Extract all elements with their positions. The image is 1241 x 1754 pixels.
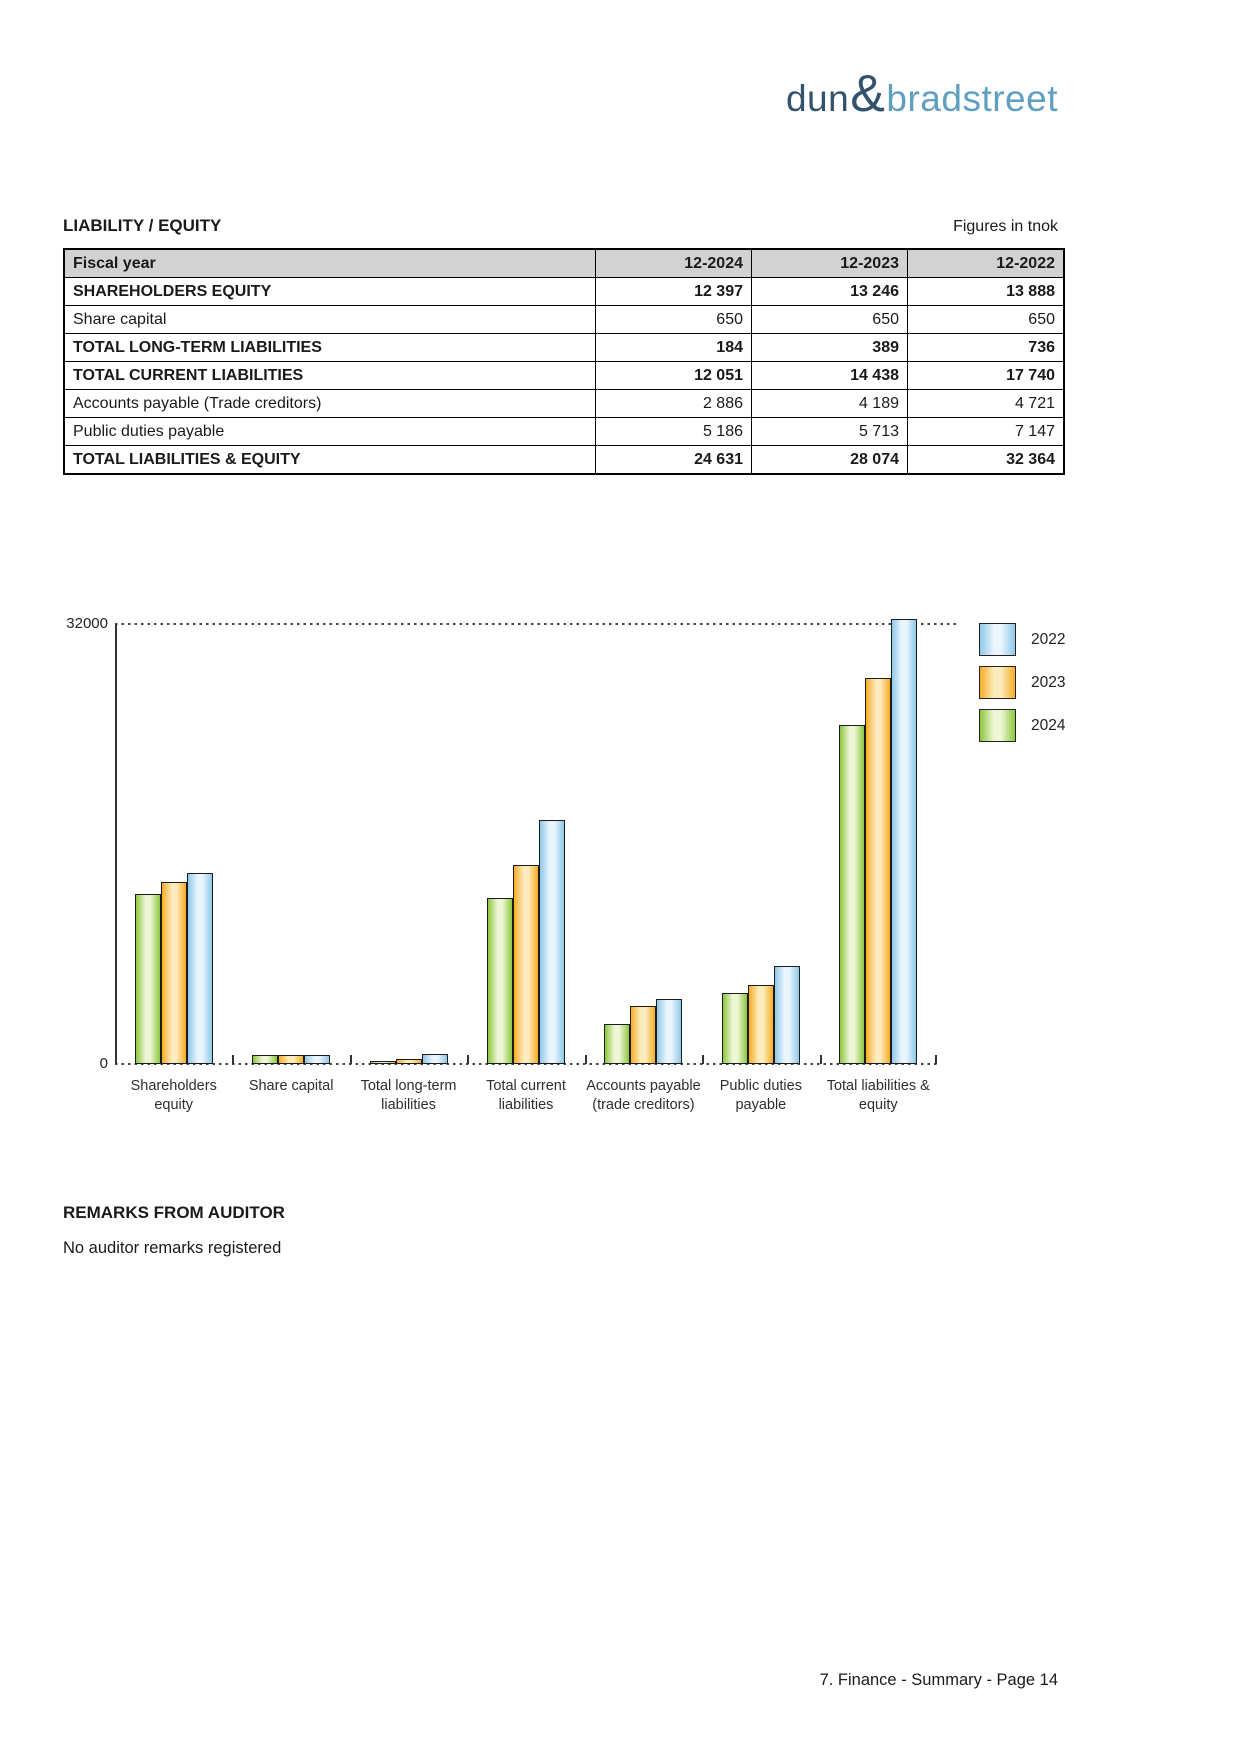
legend-item-2023 — [979, 666, 1065, 699]
table-row — [64, 390, 1064, 418]
row-label: Public duties payable — [64, 418, 596, 446]
bar-2024-4 — [604, 1024, 630, 1064]
legend-item-2022 — [979, 623, 1065, 656]
legend-swatch-2022 — [979, 623, 1016, 656]
legend-swatch-2023 — [979, 666, 1016, 699]
table-header-row — [64, 249, 1064, 278]
row-value: 28 074 — [752, 446, 908, 475]
logo-word-bradstreet: bradstreet — [886, 78, 1058, 119]
row-value: 12 397 — [596, 278, 752, 306]
row-value: 12 051 — [596, 362, 752, 390]
col-header-fiscal-year: Fiscal year — [64, 249, 596, 278]
col-header-12-2024: 12-2024 — [596, 249, 752, 278]
legend-label-2022: 2022 — [1031, 630, 1066, 648]
category-label-4: Accounts payable (trade creditors) — [586, 1078, 701, 1113]
bar-2024-3 — [487, 898, 513, 1064]
row-value: 5 186 — [596, 418, 752, 446]
row-label: Accounts payable (Trade creditors) — [64, 390, 596, 418]
table-row — [64, 362, 1064, 390]
row-label: TOTAL LIABILITIES & EQUITY — [64, 446, 596, 475]
row-value: 14 438 — [752, 362, 908, 390]
row-value: 650 — [596, 306, 752, 334]
col-header-12-2022: 12-2022 — [908, 249, 1065, 278]
row-value: 7 147 — [908, 418, 1065, 446]
logo-word-dun: dun — [785, 78, 850, 119]
bar-2023-6 — [865, 678, 891, 1064]
row-value: 650 — [752, 306, 908, 334]
bar-2022-3 — [539, 820, 565, 1064]
bar-2022-0 — [187, 873, 213, 1064]
bar-2023-5 — [748, 985, 774, 1064]
table-row — [64, 446, 1064, 475]
bar-2024-2 — [370, 1061, 396, 1064]
row-value: 389 — [752, 334, 908, 362]
ytick-max-label: 32000 — [66, 615, 108, 632]
bar-2024-5 — [722, 993, 748, 1064]
category-label-3: Total current liabilities — [486, 1078, 566, 1113]
bar-2023-2 — [396, 1059, 422, 1064]
baseline-tick — [820, 1055, 822, 1064]
category-labels — [115, 1077, 937, 1137]
baseline-tick — [585, 1055, 587, 1064]
bar-2022-5 — [774, 966, 800, 1064]
remarks-body: No auditor remarks registered — [63, 1239, 282, 1257]
bar-2022-2 — [422, 1054, 448, 1064]
page-footer: 7. Finance - Summary - Page 14 — [819, 1671, 1058, 1689]
bar-2023-1 — [278, 1055, 304, 1064]
row-value: 736 — [908, 334, 1065, 362]
row-value: 650 — [908, 306, 1065, 334]
bar-2023-0 — [161, 882, 187, 1064]
table-row — [64, 306, 1064, 334]
chart-plot — [115, 624, 937, 1064]
liability-equity-table — [63, 248, 1065, 475]
row-value: 184 — [596, 334, 752, 362]
table-row — [64, 418, 1064, 446]
baseline-tick — [350, 1055, 352, 1064]
bar-2024-0 — [135, 894, 161, 1064]
row-label: SHAREHOLDERS EQUITY — [64, 278, 596, 306]
logo-ampersand-icon: & — [850, 65, 886, 123]
row-value: 24 631 — [596, 446, 752, 475]
baseline-tick — [935, 1055, 937, 1064]
legend-swatch-2024 — [979, 709, 1016, 742]
legend-label-2024: 2024 — [1031, 716, 1066, 734]
liability-table-body — [64, 278, 1064, 475]
chart-legend — [979, 623, 1065, 752]
row-value: 4 189 — [752, 390, 908, 418]
units-note: Figures in tnok — [953, 218, 1058, 235]
bar-2023-3 — [513, 865, 539, 1064]
baseline-tick — [702, 1055, 704, 1064]
baseline-tick — [232, 1055, 234, 1064]
category-label-5: Public duties payable — [719, 1078, 802, 1113]
legend-label-2023: 2023 — [1031, 673, 1066, 691]
section-header — [63, 216, 1058, 236]
category-label-6: Total liabilities & equity — [826, 1078, 930, 1113]
legend-item-2024 — [979, 709, 1065, 742]
bar-2022-1 — [304, 1055, 330, 1064]
row-value: 17 740 — [908, 362, 1065, 390]
bar-2024-6 — [839, 725, 865, 1064]
category-label-2: Total long-term liabilities — [360, 1078, 457, 1113]
category-label-1: Share capital — [248, 1078, 334, 1094]
bar-2024-1 — [252, 1055, 278, 1064]
remarks-heading: REMARKS FROM AUDITOR — [63, 1203, 285, 1222]
section-title: LIABILITY / EQUITY — [63, 216, 222, 235]
table-row — [64, 278, 1064, 306]
row-value: 13 888 — [908, 278, 1065, 306]
row-label: TOTAL LONG-TERM LIABILITIES — [64, 334, 596, 362]
row-value: 32 364 — [908, 446, 1065, 475]
ytick-zero-label: 0 — [99, 1055, 108, 1072]
bar-2022-6 — [891, 619, 917, 1064]
category-label-0: Shareholders equity — [130, 1078, 217, 1113]
bar-2022-4 — [656, 999, 682, 1064]
baseline-tick — [115, 1055, 117, 1064]
table-row — [64, 334, 1064, 362]
row-label: TOTAL CURRENT LIABILITIES — [64, 362, 596, 390]
col-header-12-2023: 12-2023 — [752, 249, 908, 278]
baseline-tick — [467, 1055, 469, 1064]
row-value: 2 886 — [596, 390, 752, 418]
row-label: Share capital — [64, 306, 596, 334]
row-value: 5 713 — [752, 418, 908, 446]
bar-2023-4 — [630, 1006, 656, 1064]
row-value: 4 721 — [908, 390, 1065, 418]
row-value: 13 246 — [752, 278, 908, 306]
dun-bradstreet-logo — [785, 65, 1058, 123]
